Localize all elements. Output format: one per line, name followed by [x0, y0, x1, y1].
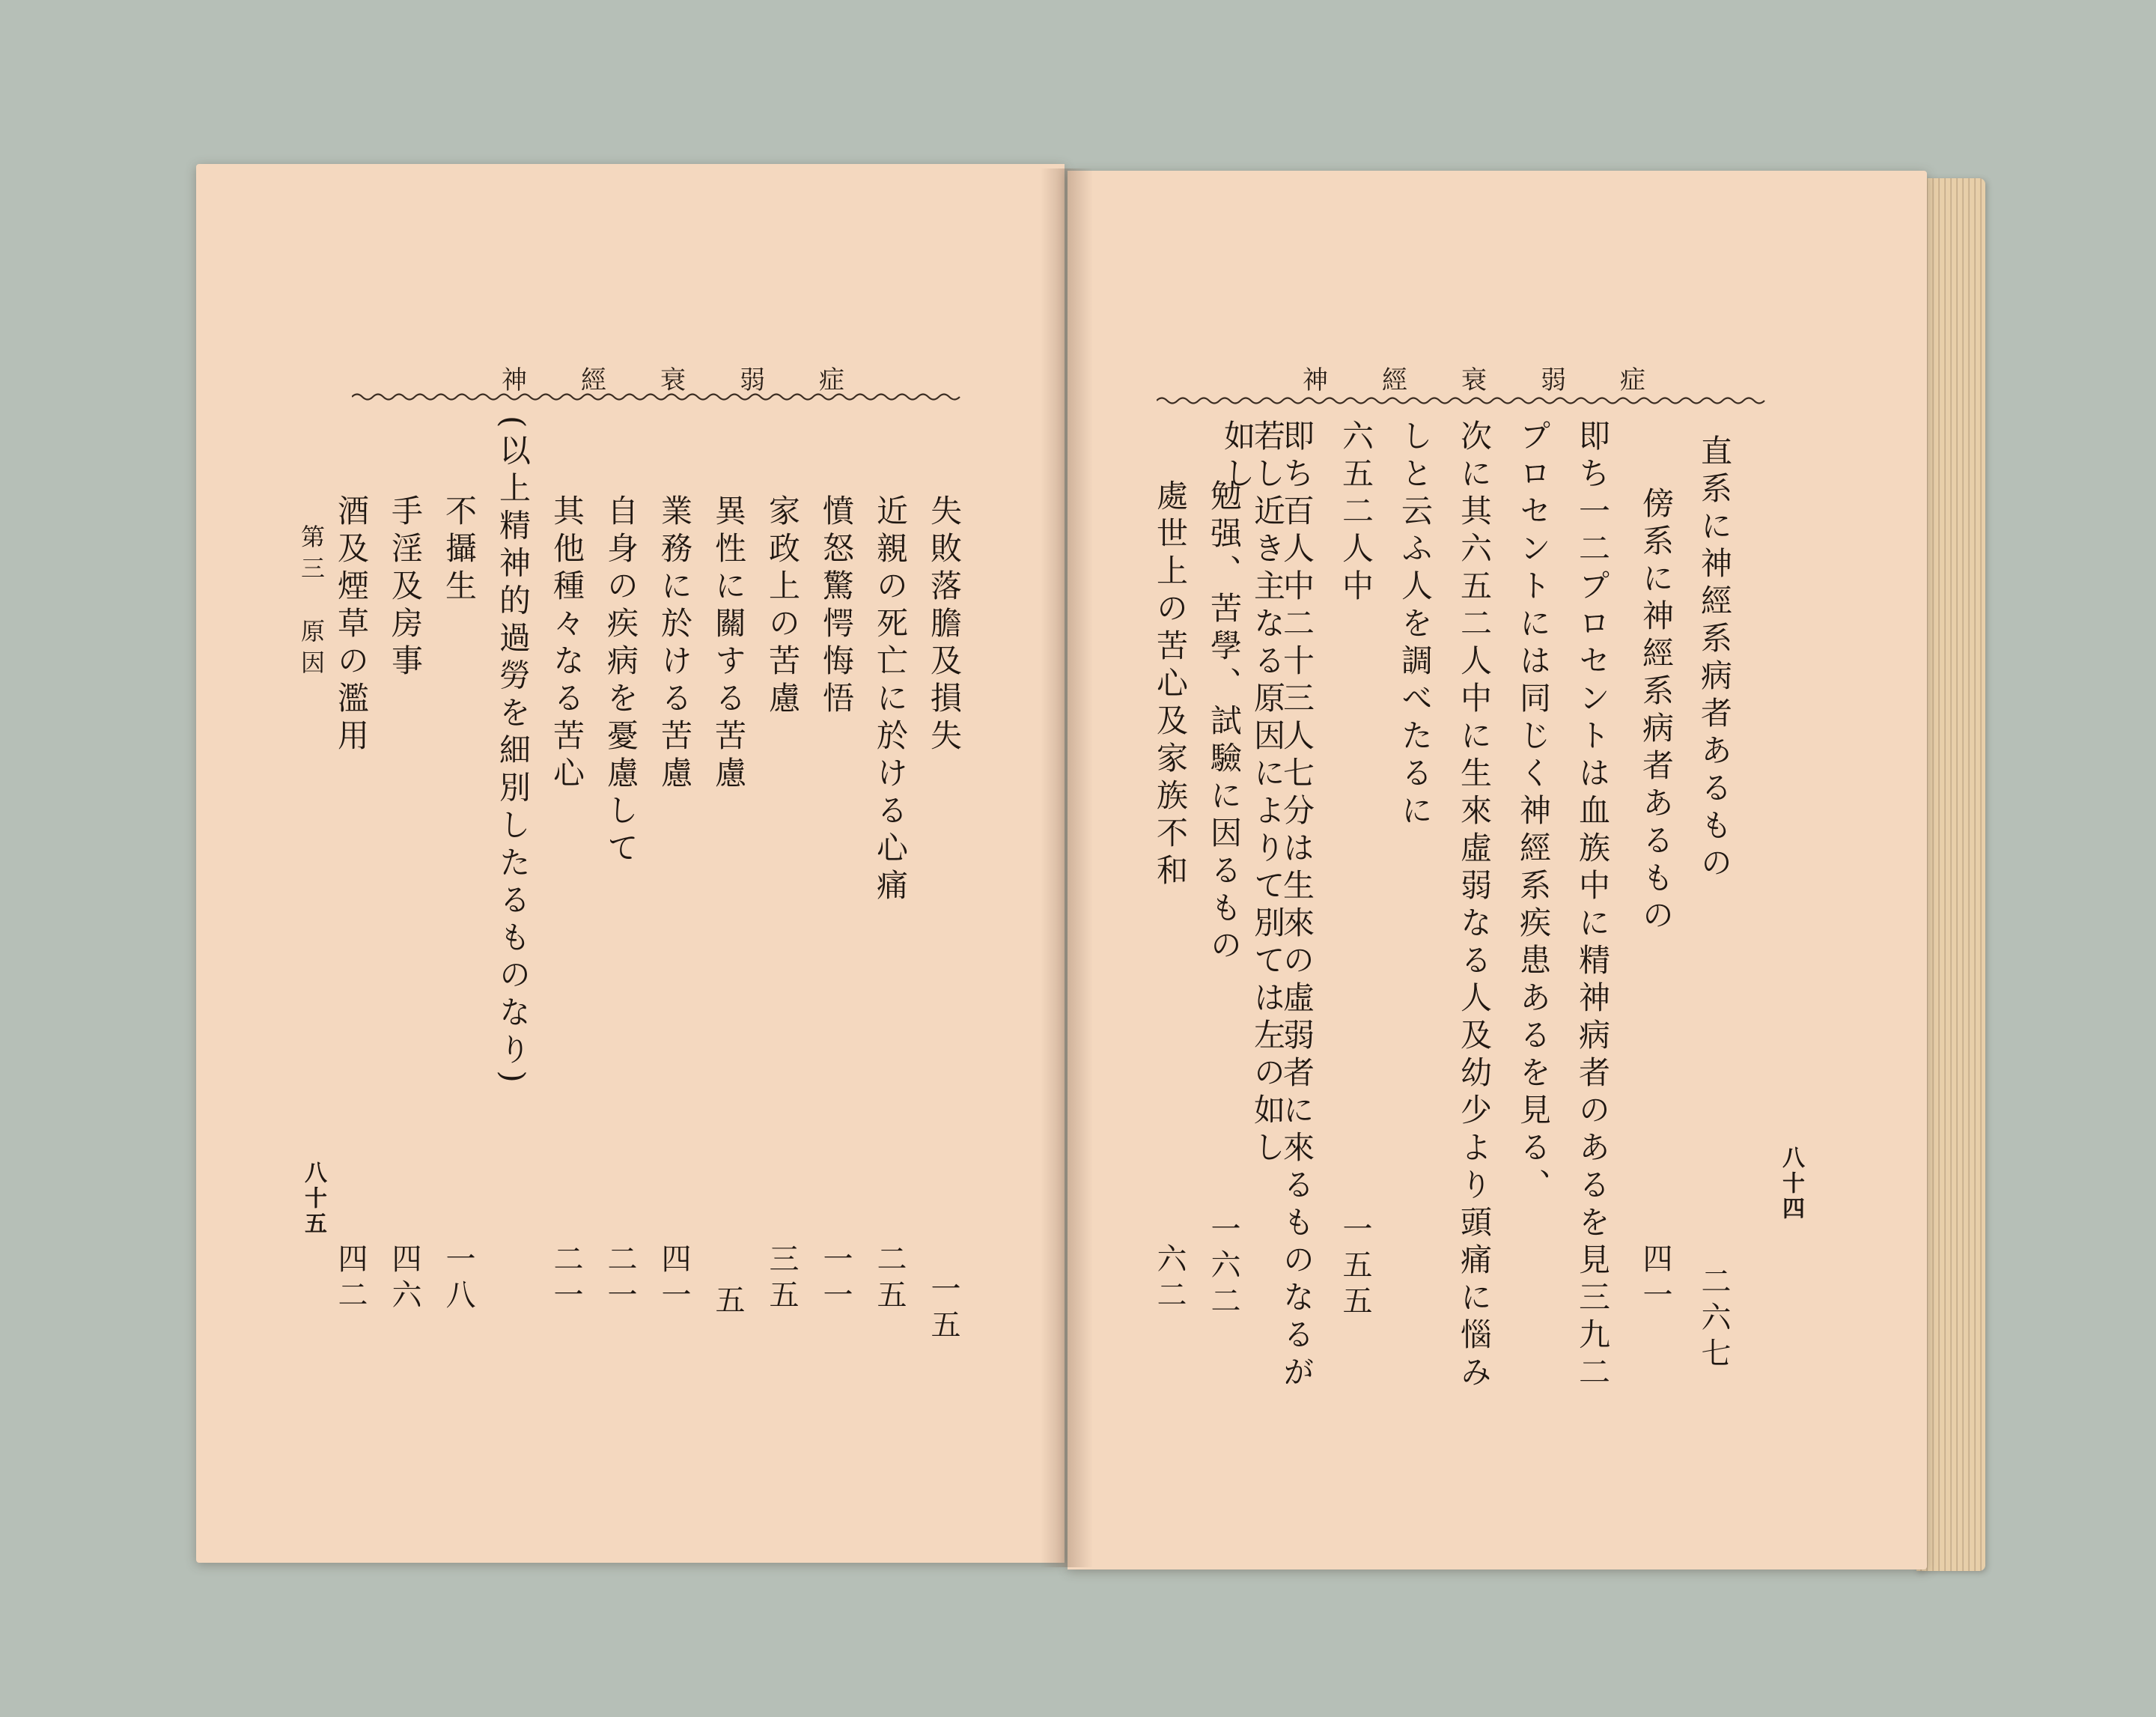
right-line-12-num: 六二 [1152, 1243, 1187, 1315]
right-line-9: 如し [1219, 419, 1256, 494]
left-page-number: 八十五 [300, 1161, 326, 1237]
left-line-6: 業務に於ける苦慮 [657, 494, 693, 794]
right-line-12: 處世上の苦心及家族不和 [1152, 479, 1189, 891]
left-line-8: 其他種々なる苦心 [549, 494, 585, 794]
left-footer-chapter: 第三 原因 [297, 524, 326, 681]
left-line-6-num: 四一 [657, 1243, 691, 1315]
left-line-4-num: 三五 [764, 1243, 799, 1315]
left-line-1: 失敗落膽及損失 [926, 494, 963, 756]
left-line-3-num: 一一 [818, 1243, 853, 1315]
right-line-11-num: 一六二 [1206, 1213, 1240, 1321]
left-line-5: 異性に關する苦慮 [710, 494, 747, 794]
left-line-12-num: 四二 [333, 1243, 368, 1315]
right-line-2: 傍系に神經系病者あるもの [1638, 487, 1675, 936]
right-running-header: 神經衰弱症 [1303, 365, 1699, 395]
right-line-5: 次に其六五二人中に生來虛弱なる人及幼少より頭痛に惱み [1456, 419, 1493, 1393]
right-line-2-num: 四一 [1638, 1243, 1672, 1315]
left-line-8-num: 二一 [549, 1243, 583, 1315]
right-page-number: 八十四 [1778, 1146, 1804, 1222]
left-line-2: 近親の死亡に於ける心痛 [872, 494, 909, 906]
right-line-6: しと云ふ人を調べたるに [1397, 419, 1434, 831]
left-line-11-num: 四六 [387, 1243, 421, 1315]
left-line-1-num: 一五 [926, 1273, 960, 1345]
left-line-12: 酒及煙草の濫用 [333, 494, 370, 756]
left-line-7-num: 二一 [603, 1243, 637, 1315]
book-gutter [1041, 168, 1093, 1567]
left-line-5-num: 五 [710, 1284, 745, 1320]
right-line-3: 即ち一二プロセントは血族中に精神病者のあるを見三九二 [1574, 419, 1611, 1393]
left-line-10: 不攝生 [441, 494, 478, 607]
left-line-9: (以上精神的過勞を細別したるものなり) [495, 416, 532, 1089]
left-wavy-rule [352, 389, 966, 404]
right-line-4: プロセントには同じく神經系疾患あるを見る、 [1515, 419, 1552, 1206]
right-line-1-num: 二六七 [1696, 1265, 1731, 1373]
right-line-7: 六五二人中 [1338, 419, 1374, 607]
left-line-11: 手淫及房事 [387, 494, 424, 681]
left-line-4: 家政上の苦慮 [764, 494, 801, 719]
right-wavy-rule [1157, 393, 1770, 408]
right-line-11: 勉强、苦學、試驗に因るもの [1206, 479, 1243, 966]
right-line-10: 若し近き主なる原因によりて別ては左の如し [1249, 419, 1286, 1168]
right-line-1: 直系に神經系病者あるもの [1696, 434, 1733, 884]
left-line-10-num: 一八 [441, 1243, 475, 1315]
left-line-2-num: 二五 [872, 1243, 907, 1315]
left-running-header: 神經衰弱症 [502, 365, 898, 395]
left-line-3: 憤怒驚愕悔悟 [818, 494, 855, 719]
right-line-8: 即ち百人中二十三人七分は生來の虛弱者に來るものなるが [1279, 419, 1315, 1393]
left-line-7: 自身の疾病を憂慮して [603, 494, 639, 869]
right-line-7-num: 一五五 [1338, 1213, 1372, 1321]
